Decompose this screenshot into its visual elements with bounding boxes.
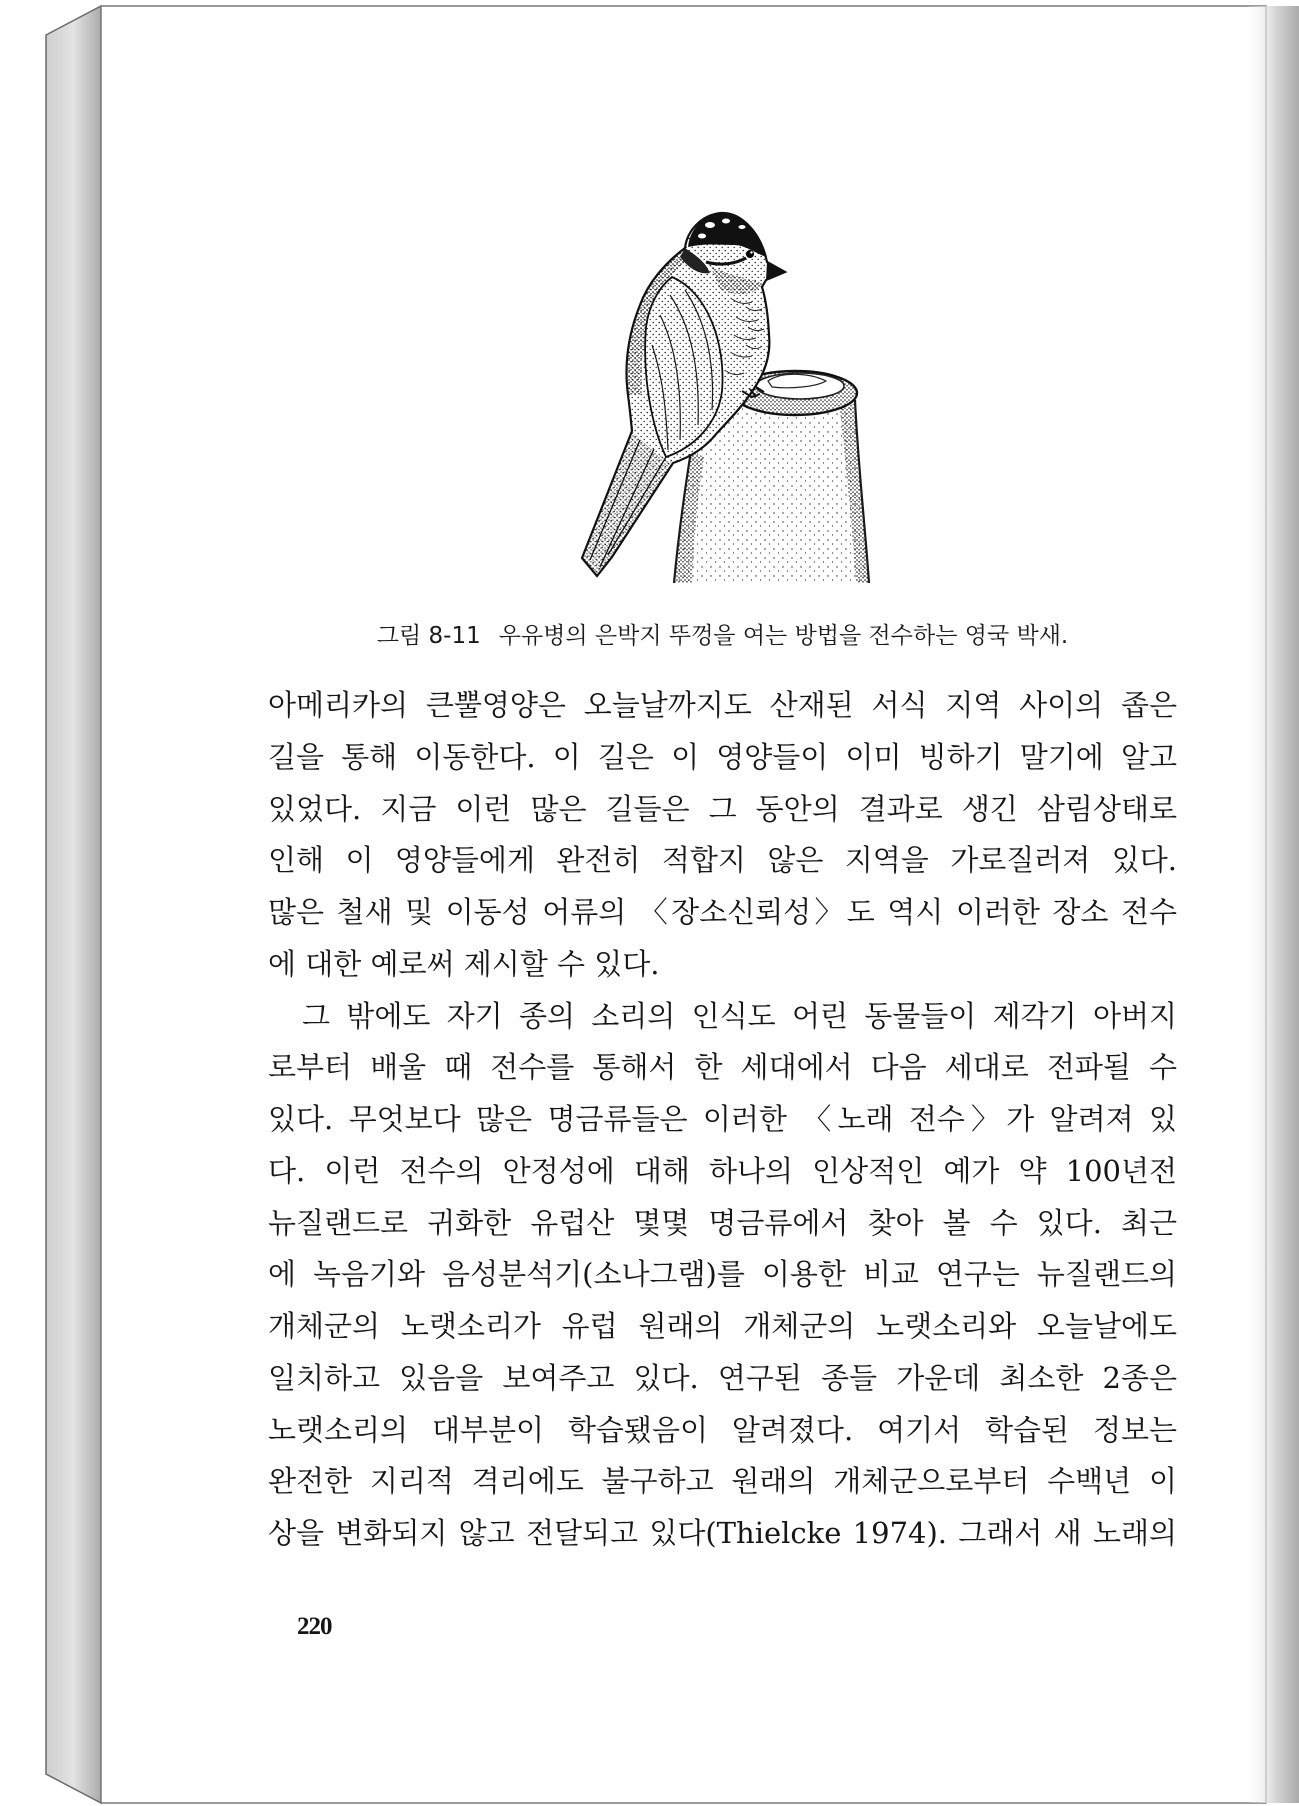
body-text-line: 아메리카의 큰뿔영양은 오늘날까지도 산재된 서식 지역 사이의 좁은 [268,688,1177,722]
bird-eye [746,250,754,258]
body-text-line: 있다. 무엇보다 많은 명금류들은 이러한 〈노래 전수〉가 알려져 있 [268,1102,1177,1136]
body-text-line: 에 대한 예로써 제시할 수 있다. [268,946,660,981]
figure-caption [268,618,1177,654]
paragraph [268,991,1177,1560]
paragraph [268,680,1177,991]
body-text-line: 개체군의 노랫소리가 유럽 원래의 개체군의 노랫소리와 오늘날에도 [268,1309,1177,1343]
body-text-line: 노랫소리의 대부분이 학습됐음이 알려졌다. 여기서 학습된 정보는 [268,1412,1177,1447]
body-text-line: 상을 변화되지 않고 전달되고 있다(Thielcke 1974). 그래서 새 노래의 [268,1516,1177,1550]
body-text-line: 길을 통해 이동한다. 이 길은 이 영양들이 이미 빙하기 말기에 알고 [268,739,1177,774]
page-number: 220 [297,1613,332,1640]
body-text-line: 있었다. 지금 이런 많은 길들은 그 동안의 결과로 생긴 삼림상태로 [268,791,1177,826]
body-text-line: 로부터 배울 때 전수를 통해서 한 세대에서 다음 세대로 전파될 수 [268,1050,1177,1085]
body-text-line: 그 밖에도 자기 종의 소리의 인식도 어린 동물들이 제각기 아버지 [302,998,1177,1033]
bird-on-milk-bottle-illustration [520,195,890,590]
body-text-line: 완전한 지리적 격리에도 불구하고 원래의 개체군으로부터 수백년 이 [268,1464,1177,1499]
body-text-line: 에 녹음기와 음성분석기(소나그램)를 이용한 비교 연구는 뉴질랜드의 [268,1257,1177,1292]
body-text-line: 인해 이 영양들에게 완전히 적합지 않은 지역을 가로질러져 있다. [268,843,1177,878]
body-text-line: 다. 이런 전수의 안정성에 대해 하나의 인상적인 예가 약 100년전 [268,1153,1177,1188]
body-text-line: 일치하고 있음을 보여주고 있다. 연구된 종들 가운데 최소한 2종은 [268,1360,1177,1395]
figure-caption-text: 우유병의 은박지 뚜껑을 여는 방법을 전수하는 영국 박새. [498,623,1069,649]
body-text [268,680,1177,1560]
book-spine-edge [46,6,101,1803]
body-text-line: 많은 철새 및 이동성 어류의 〈장소신뢰성〉도 역시 이러한 장소 전수 [268,895,1177,929]
body-text-line: 뉴질랜드로 귀화한 유럽산 몇몇 명금류에서 찾아 볼 수 있다. 최근 [268,1205,1177,1240]
page-right-shadow [1245,6,1299,1803]
figure-label: 그림 8-11 [376,623,481,649]
bird-beak [766,262,785,280]
